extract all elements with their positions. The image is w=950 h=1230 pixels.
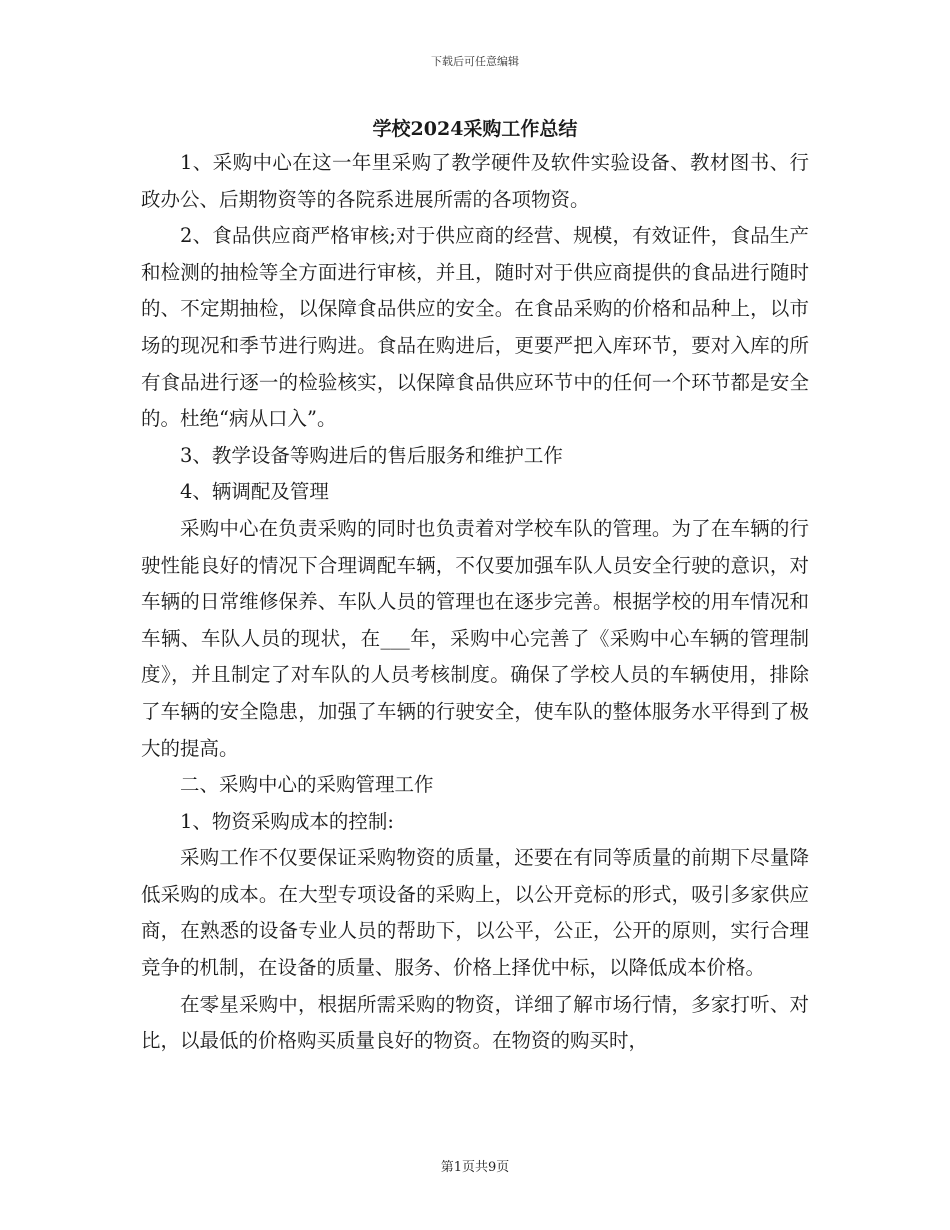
paragraph-after-sales-service: 3、教学设备等购进后的售后服务和维护工作 [180, 443, 563, 467]
paragraph-small-purchases: 在零星采购中，根据所需采购的物资，详细了解市场行情，多家打听、对比，以最低的价格购买质量良好的物资。在物资的购买时， [141, 992, 809, 1053]
paragraph-procurement-overview: 1、采购中心在这一年里采购了教学硬件及软件实验设备、教材图书、行政办公、后期物资等的各院系进展所需的各项物资。 [141, 151, 809, 211]
paragraph-food-supplier-review: 2、食品供应商严格审核;对于供应商的经营、规模，有效证件，食品生产和检测的抽检等全方面进行审核，并且，随时对于供应商提供的食品进行随时的、不定期抽检，以保障食品供应的安全。在食品采购的价格和品种上，以市场的现况和季节进行购进。食品在购进后，更要严把入库环节，要对入库的所有食品进行逐一的检验核实，以保障食品供应环节中的任何一个环节都是安全的。杜绝“病从口入”。 [141, 224, 809, 431]
section-heading-procurement-management: 二、采购中心的采购管理工作 [180, 773, 434, 797]
document-title: 学校2024采购工作总结 [372, 118, 578, 140]
page-number: 第1页共9页 [440, 1160, 510, 1175]
paragraph-cost-control-heading: 1、物资采购成本的控制: [180, 809, 394, 833]
document-body [141, 145, 809, 1060]
paragraph-vehicle-management: 采购中心在负责采购的同时也负责着对学校车队的管理。为了在车辆的行驶性能良好的情况下合理调配车辆，不仅要加强车队人员安全行驶的意识，对车辆的日常维修保养、车队人员的管理也在逐步完善。根据学校的用车情况和车辆、车队人员的现状，在___年，采购中心完善了《采购中心车辆的管理制度》，并且制定了对车队的人员考核制度。确保了学校人员的车辆使用，排除了车辆的安全隐患，加强了车辆的行驶安全，使车队的整体服务水平得到了极大的提高。 [141, 516, 809, 760]
paragraph-vehicle-heading: 4、辆调配及管理 [180, 480, 329, 504]
paragraph-cost-control: 采购工作不仅要保证采购物资的质量，还要在有同等质量的前期下尽量降低采购的成本。在大型专项设备的采购上，以公开竞标的形式，吸引多家供应商，在熟悉的设备专业人员的帮助下，以公平，公正，公开的原则，实行合理竞争的机制，在设备的质量、服务、价格上择优中标，以降低成本价格。 [141, 846, 809, 980]
page-header: 下载后可任意编辑 [431, 55, 519, 68]
